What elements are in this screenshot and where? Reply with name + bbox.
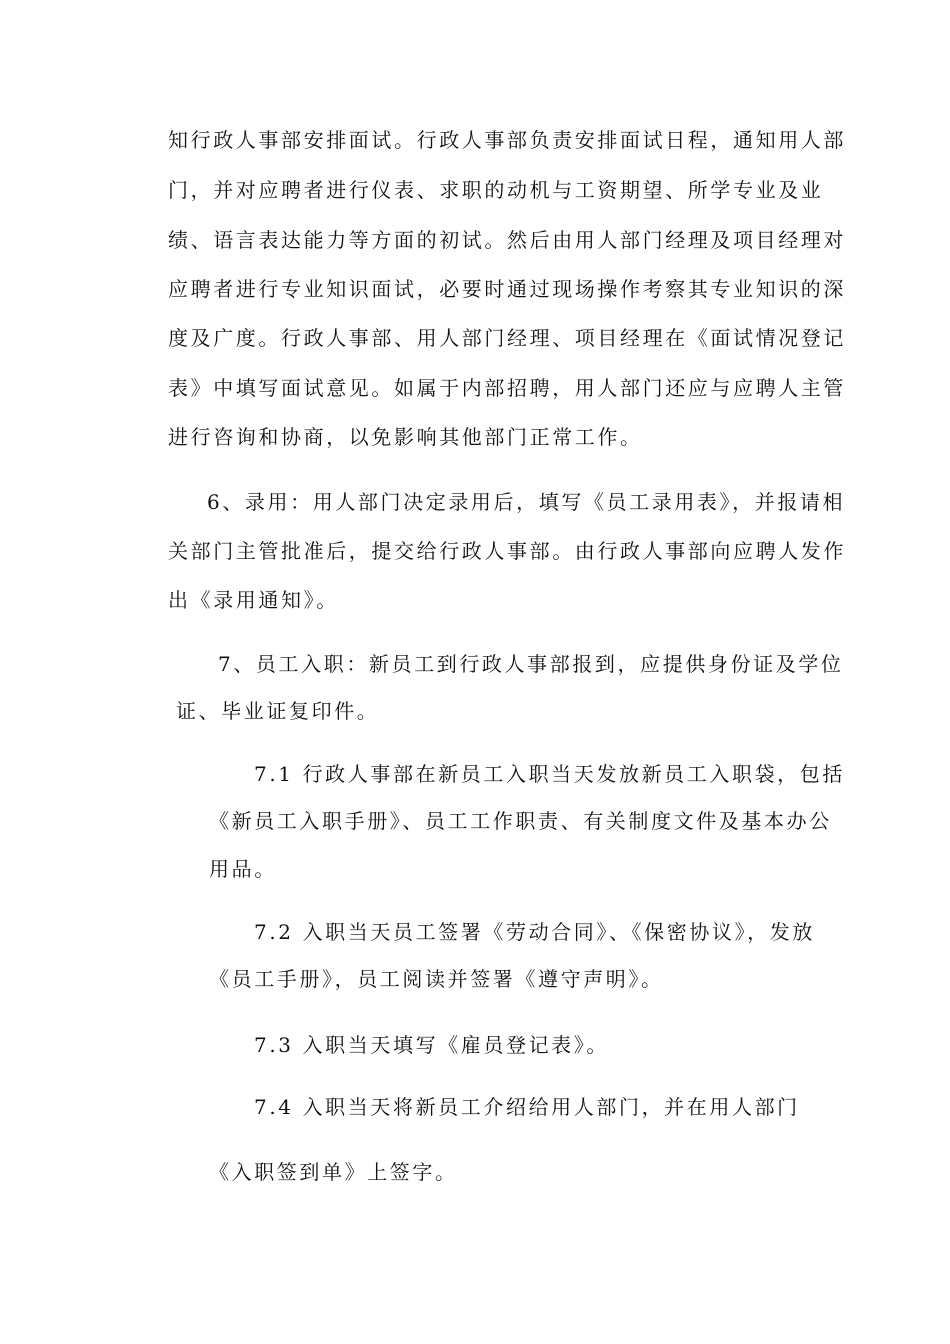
- text-line: 7.3 入职当天填写《雇员登记表》。: [254, 1033, 609, 1057]
- text-line: 进行咨询和协商，以免影响其他部门正常工作。: [168, 425, 643, 449]
- text-line: 《入职签到单》上签字。: [209, 1160, 458, 1184]
- text-line: 用品。: [209, 857, 277, 881]
- text-line: 7.2 入职当天员工签署《劳动合同》、《保密协议》，发放: [254, 920, 815, 944]
- text-line: 应聘者进行专业知识面试，必要时通过现场操作考察其专业知识的深: [168, 277, 846, 301]
- text-line: 《新员工入职手册》、员工工作职责、有关制度文件及基本办公: [209, 809, 832, 833]
- text-line: 知行政人事部安排面试。行政人事部负责安排面试日程，通知用人部: [168, 128, 846, 152]
- text-line: 7.4 入职当天将新员工介绍给用人部门，并在用人部门: [254, 1095, 800, 1119]
- text-line: 7.1 行政人事部在新员工入职当天发放新员工入职袋，包括: [254, 762, 845, 786]
- text-line: 6、录用：用人部门决定录用后，填写《员工录用表》，并报请相: [207, 490, 846, 514]
- text-line: 关部门主管批准后，提交给行政人事部。由行政人事部向应聘人发作: [168, 539, 846, 563]
- text-line: 表》中填写面试意见。如属于内部招聘，用人部门还应与应聘人主管: [168, 376, 846, 400]
- text-line: 绩、语言表达能力等方面的初试。然后由用人部门经理及项目经理对: [168, 228, 846, 252]
- text-line: 《员工手册》，员工阅读并签署《遵守声明》。: [209, 967, 664, 991]
- text-line: 出《录用通知》。: [168, 588, 339, 612]
- text-line: 度及广度。行政人事部、用人部门经理、项目经理在《面试情况登记: [168, 326, 846, 350]
- text-line: 7、员工入职：新员工到行政人事部报到，应提供身份证及学位: [218, 652, 844, 676]
- text-line: 门，并对应聘者进行仪表、求职的动机与工资期望、所学专业及业: [168, 178, 824, 202]
- text-line: 证、毕业证复印件。: [176, 699, 380, 723]
